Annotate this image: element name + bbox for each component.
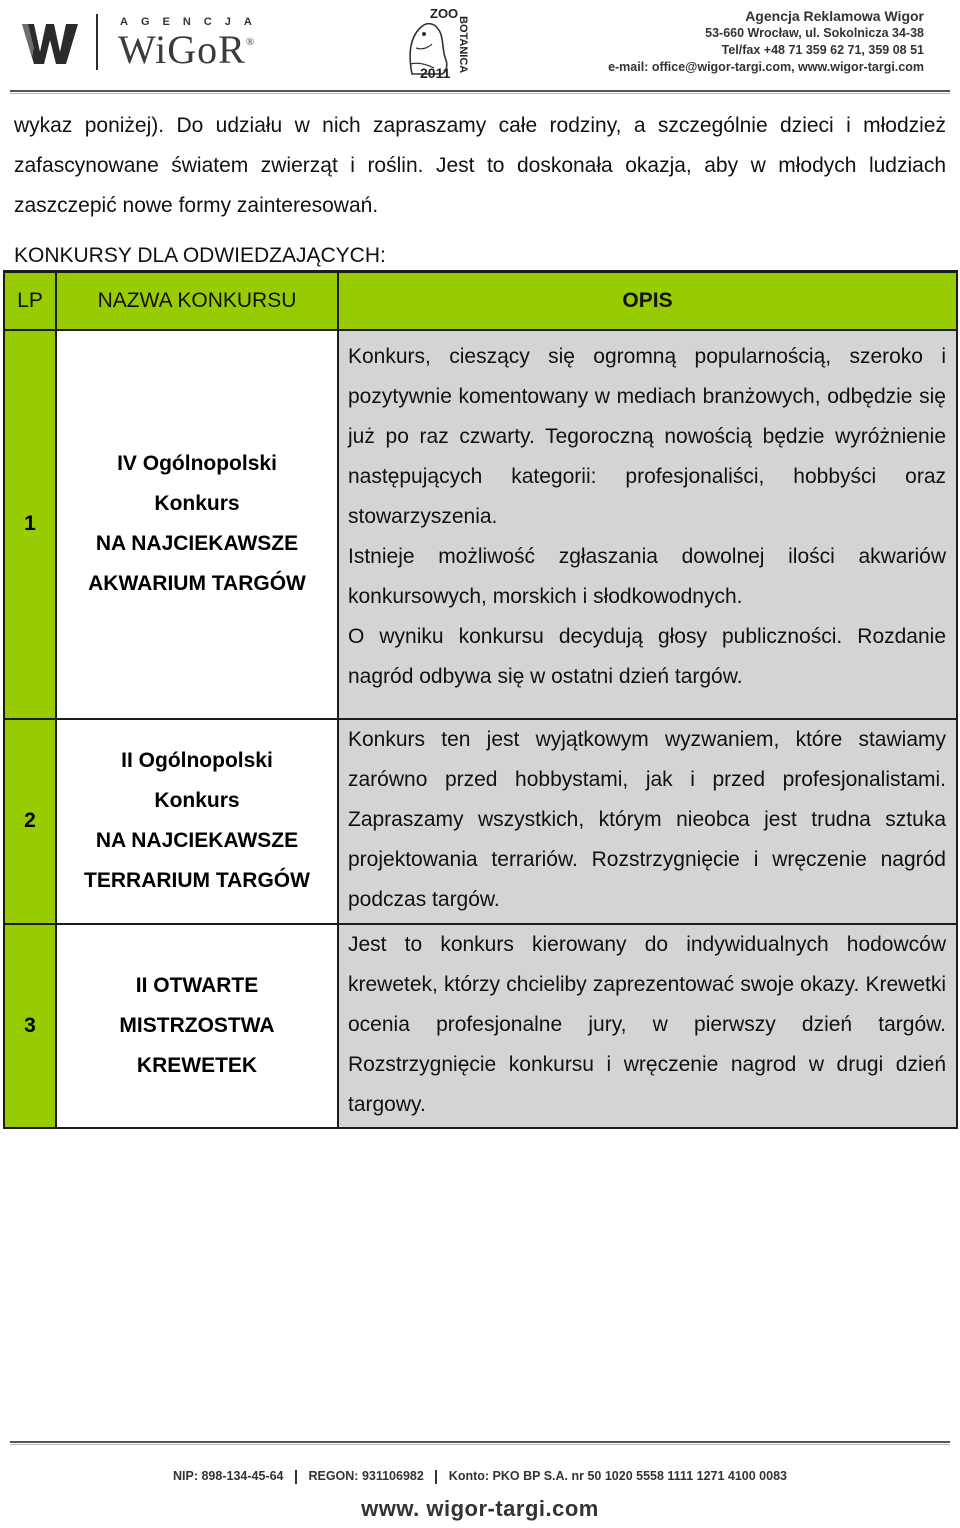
table-row — [4, 330, 957, 719]
regon-value: 931106982 — [361, 1469, 424, 1483]
footer-separator — [435, 1470, 437, 1484]
contact-email: e-mail: office@wigor-targi.com, www.wigor-targi.com — [608, 60, 924, 74]
contest-name-line: AKWARIUM TARGÓW — [88, 572, 306, 595]
contest-name-line: Konkurs — [154, 789, 240, 812]
row-number: 1 — [4, 330, 56, 719]
contest-name-line: Konkurs — [154, 492, 240, 515]
description-paragraph: Konkurs, cieszący się ogromną popularnością, szeroko i pozytywnie komentowany w mediach branżowych, odbędzie się już po raz czwarty. Tegoroczną nowością będzie wyróżnienie następujących kategorii: profesjonaliści, hobbyści oraz stowarzyszenia. — [348, 344, 946, 528]
page-header — [0, 0, 960, 96]
footer-divider — [10, 1441, 950, 1443]
contest-name-line: II Ogólnopolski — [121, 749, 273, 772]
description-paragraph: Jest to konkurs kierowany do indywidualnych hodowców krewetek, którzy chcieliby zaprezentować swoje okazy. Krewetki ocenia profesjonalne jury, w pierwszy dzień targów. Rozstrzygnięcie konkursu i wręczenie nagrod w drugi dzień targowy. — [348, 932, 946, 1116]
agency-brand — [118, 26, 255, 73]
footer-separator — [295, 1470, 297, 1484]
nip-label: NIP: — [172, 1469, 198, 1483]
agency-small-label: AGENCJA — [120, 16, 265, 28]
contact-name: Agencja Reklamowa Wigor — [745, 8, 924, 24]
footer-divider-thin — [10, 1444, 950, 1445]
contest-name-line: KREWETEK — [136, 1053, 258, 1077]
nip-value: 898-134-45-64 — [201, 1469, 284, 1483]
contest-description — [338, 924, 957, 1128]
contest-name — [56, 924, 338, 1128]
intro-paragraph: wykaz poniżej). Do udziału w nich zapraszamy całe rodziny, a szczególnie dzieci i młodzież zafascynowane światem zwierząt i roślin. Jest to doskonała okazja, aby w młodych ludziach zaszczepić nowe formy zainteresowań. — [14, 114, 946, 217]
contest-name-line: II OTWARTE — [135, 973, 259, 997]
konto-label: Konto: — [448, 1469, 490, 1483]
description-paragraph: Konkurs ten jest wyjątkowym wyzwaniem, które stawiamy zarówno przed hobbystami, jak i przed profesjonalistami. Zapraszamy wszystkich, którym nieobca jest trudna sztuka projektowania terrariów. Rozstrzygnięcie i wręczenie nagród podczas targów. — [348, 727, 946, 911]
contact-phone: Tel/fax +48 71 359 62 71, 359 08 51 — [721, 43, 924, 57]
registered-mark: ® — [245, 36, 256, 48]
row-number: 2 — [4, 719, 56, 924]
zoo-side-text: BOTANICA — [457, 16, 469, 74]
footer-website: www. wigor-targi.com — [361, 1496, 599, 1521]
contest-name-line: TERRARIUM TARGÓW — [84, 869, 310, 892]
contest-name — [56, 719, 338, 924]
description-paragraph: Istnieje możliwość zgłaszania dowolnej ilości akwariów konkursowych, morskich i słodkowodnych. — [348, 544, 946, 608]
logo-divider — [96, 14, 98, 70]
description-paragraph: O wyniku konkursu decydują głosy publiczności. Rozdanie nagród odbywa się w ostatni dzień targów. — [348, 624, 946, 688]
contest-name-line: MISTRZOSTWA — [119, 1013, 275, 1037]
zoo-year-text: 2011 — [420, 65, 451, 80]
header-name: NAZWA KONKURSU — [56, 272, 338, 330]
row-number: 3 — [4, 924, 56, 1128]
agency-contact — [608, 8, 924, 76]
contest-name-line: IV Ogólnopolski — [117, 452, 277, 475]
contests-table — [3, 270, 958, 1129]
table-row — [4, 719, 957, 924]
header-lp: LP — [4, 272, 56, 330]
header-divider-thin — [10, 93, 950, 94]
zoo-top-text: ZOO — [430, 6, 459, 21]
regon-label: REGON: — [308, 1469, 359, 1483]
contest-description — [338, 330, 957, 719]
contact-address: 53-660 Wrocław, ul. Sokolnicza 34-38 — [705, 26, 924, 40]
section-title: KONKURSY DLA ODWIEDZAJĄCYCH: — [14, 244, 386, 267]
agency-brand-text: WiGoR — [118, 27, 246, 72]
contest-name — [56, 330, 338, 719]
contest-description — [338, 719, 957, 924]
konto-value: PKO BP S.A. nr 50 1020 5558 1111 1271 4100 0083 — [492, 1469, 787, 1483]
company-registration — [0, 1469, 960, 1484]
contest-name-line: NA NAJCIEKAWSZE — [95, 829, 299, 852]
zoo-botanica-logo-icon — [402, 4, 474, 80]
header-divider — [10, 90, 950, 92]
header-desc: OPIS — [338, 272, 957, 330]
table-row — [4, 924, 957, 1128]
contest-name-line: NA NAJCIEKAWSZE — [95, 532, 299, 555]
table-header-row — [4, 272, 957, 330]
wigor-w-logo-icon — [22, 18, 78, 66]
